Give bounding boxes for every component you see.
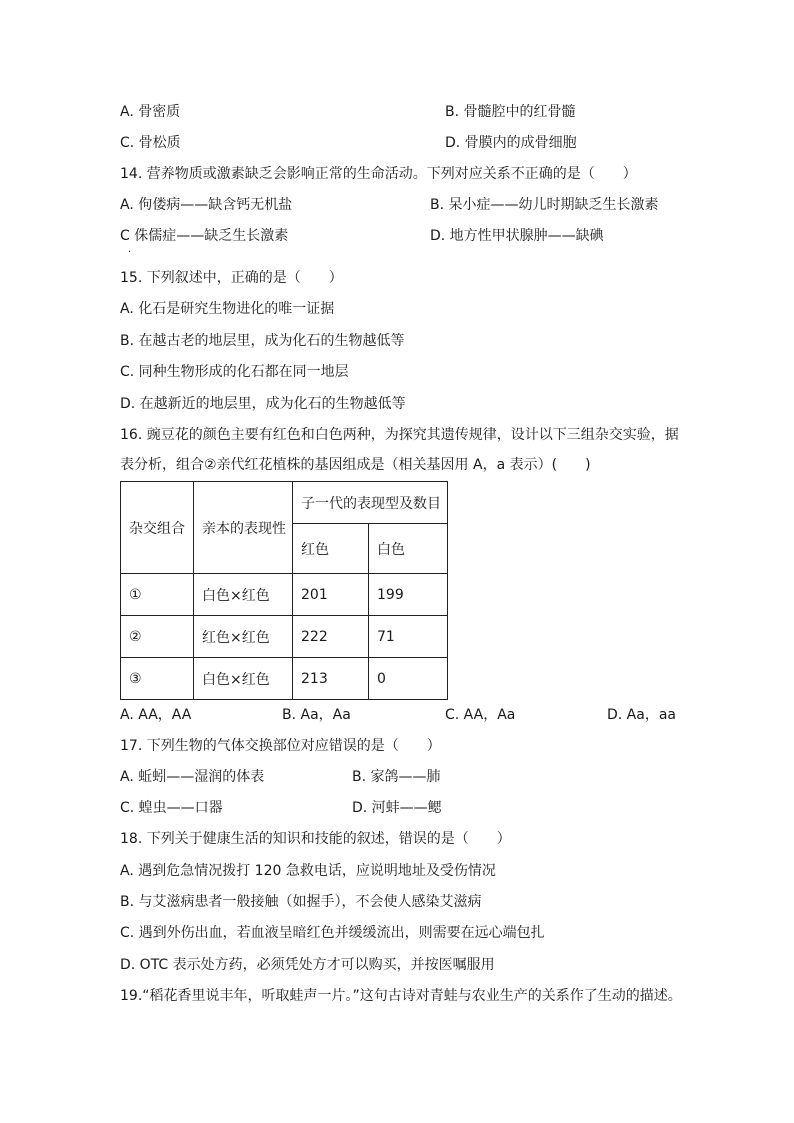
q16-stem-line2: 表分析，组合②亲代红花植株的基因组成是（相关基因用 A，a 表示）( ) bbox=[120, 457, 591, 473]
cell-red: 222 bbox=[293, 616, 369, 658]
cell-white: 71 bbox=[369, 616, 448, 658]
header-white: 白色 bbox=[369, 524, 448, 574]
cell-combo: ② bbox=[121, 616, 194, 658]
q15-option-d: D. 在越新近的地层里，成为化石的生物越低等 bbox=[120, 396, 406, 412]
cell-parent: 红色×红色 bbox=[194, 616, 293, 658]
cell-white: 199 bbox=[369, 574, 448, 616]
q17-option-d: D. 河蚌——鳃 bbox=[352, 800, 442, 816]
q14-option-b: B. 呆小症——幼儿时期缺乏生长激素 bbox=[430, 197, 659, 213]
q17-option-b: B. 家鸽——肺 bbox=[352, 769, 441, 785]
q17-option-c: C. 蝗虫——口器 bbox=[120, 800, 223, 816]
q14-stem: 14. 营养物质或激素缺乏会影响正常的生命活动。下列对应关系不正确的是（ ） bbox=[120, 166, 637, 182]
q18-option-c: C. 遇到外伤出血，若血液呈暗红色并缓缓流出，则需要在远心端包扎 bbox=[120, 925, 545, 941]
q14-option-a: A. 佝偻病——缺含钙无机盐 bbox=[120, 197, 293, 213]
q16-stem-line1: 16. 豌豆花的颜色主要有红色和白色两种，为探究其遗传规律，设计以下三组杂交实验，据 bbox=[120, 427, 679, 443]
cell-parent: 白色×红色 bbox=[194, 574, 293, 616]
q14-option-c: C 侏儒症——缺乏生长激素 bbox=[120, 228, 289, 244]
q13-option-b: B. 骨髓腔中的红骨髓 bbox=[445, 104, 576, 120]
cell-red: 201 bbox=[293, 574, 369, 616]
q13-option-c: C. 骨松质 bbox=[120, 135, 181, 151]
table-row bbox=[121, 616, 448, 658]
header-offspring: 子一代的表现型及数目 bbox=[293, 482, 448, 524]
q16-option-c: C. AA，Aa bbox=[445, 707, 516, 723]
cell-red: 213 bbox=[293, 658, 369, 700]
q15-option-a: A. 化石是研究生物进化的唯一证据 bbox=[120, 301, 335, 317]
q16-option-d: D. Aa，aa bbox=[607, 707, 676, 723]
q15-option-b: B. 在越古老的地层里，成为化石的生物越低等 bbox=[120, 333, 405, 349]
q17-stem: 17. 下列生物的气体交换部位对应错误的是（ ） bbox=[120, 738, 441, 754]
table-row bbox=[121, 574, 448, 616]
q18-option-b: B. 与艾滋病患者一般接触（如握手），不会使人感染艾滋病 bbox=[120, 894, 482, 910]
q18-stem: 18. 下列关于健康生活的知识和技能的叙述，错误的是（ ） bbox=[120, 831, 511, 847]
cell-combo: ③ bbox=[121, 658, 194, 700]
q19-stem: 19.“稻花香里说丰年，听取蛙声一片。”这句古诗对青蛙与农业生产的关系作了生动的描述。 bbox=[120, 988, 682, 1004]
q13-option-a: A. 骨密质 bbox=[120, 104, 181, 120]
q15-option-c: C. 同种生物形成的化石都在同一地层 bbox=[120, 364, 349, 380]
cell-parent: 白色×红色 bbox=[194, 658, 293, 700]
cell-white: 0 bbox=[369, 658, 448, 700]
q16-option-b: B. Aa，Aa bbox=[282, 707, 351, 723]
q15-stem: 15. 下列叙述中，正确的是（ ） bbox=[120, 270, 343, 286]
q18-option-a: A. 遇到危急情况拨打 120 急救电话，应说明地址及受伤情况 bbox=[120, 863, 496, 879]
table-row bbox=[121, 658, 448, 700]
stray-mark: · bbox=[128, 247, 132, 258]
q17-option-a: A. 蚯蚓——湿润的体表 bbox=[120, 769, 265, 785]
header-parent: 亲本的表现性 bbox=[194, 482, 293, 574]
q16-option-a: A. AA，AA bbox=[120, 707, 192, 723]
q14-option-d: D. 地方性甲状腺肿——缺碘 bbox=[430, 228, 604, 244]
header-red: 红色 bbox=[293, 524, 369, 574]
cross-table bbox=[120, 481, 448, 700]
q18-option-d: D. OTC 表示处方药，必须凭处方才可以购买，并按医嘱服用 bbox=[120, 957, 495, 973]
q13-option-d: D. 骨膜内的成骨细胞 bbox=[445, 135, 577, 151]
header-combo: 杂交组合 bbox=[121, 482, 194, 574]
cell-combo: ① bbox=[121, 574, 194, 616]
